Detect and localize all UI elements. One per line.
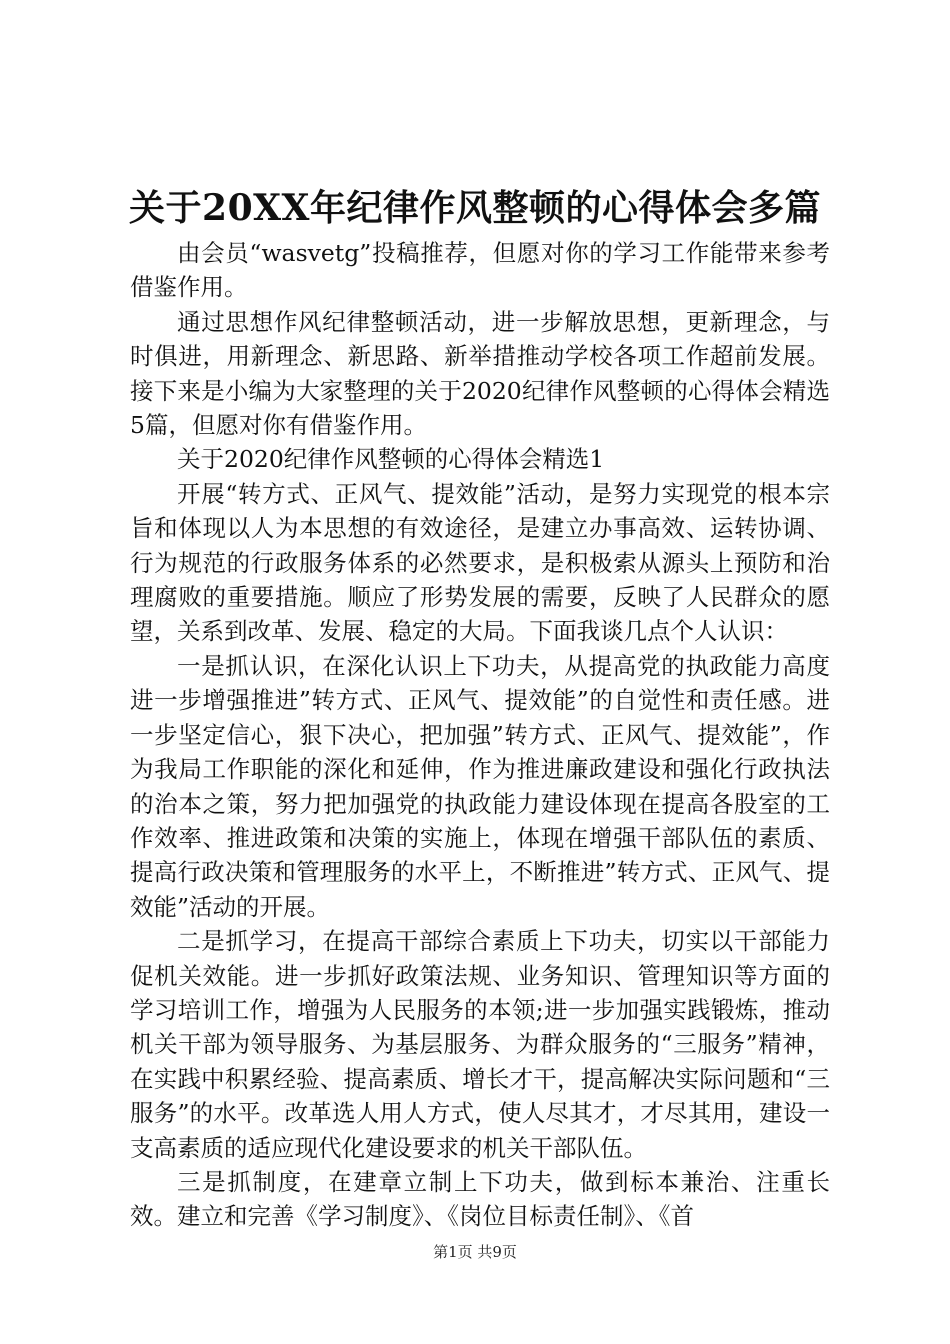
body-paragraph: 二是抓学习，在提高干部综合素质上下功夫，切实以干部能力促机关效能。进一步抓好政策法规、业务知识、管理知识等方面的学习培训工作，增强为人民服务的本领;进一步加强实践锻炼，推动机关干部为领导服务、为基层服务、为群众服务的“三服务”精神，在实践中积累经验、提高素质、增长才干，提高解决实际问题和“三服务”的水平。改革选人用人方式，使人尽其才，才尽其用，建设一支高素质的适应现代化建设要求的机关干部队伍。 — [130, 927, 830, 1162]
summary-paragraph: 通过思想作风纪律整顿活动，进一步解放思想，更新理念，与时俱进，用新理念、新思路、新举措推动学校各项工作超前发展。接下来是小编为大家整理的关于2020纪律作风整顿的心得体会精选5篇，但愿对你有借鉴作用。 — [130, 307, 830, 440]
body-paragraph: 开展“转方式、正风气、提效能”活动，是努力实现党的根本宗旨和体现以人为本思想的有效途径，是建立办事高效、运转协调、行为规范的行政服务体系的必然要求，是积极索从源头上预防和治理腐败的重要措施。顺应了形势发展的需要，反映了人民群众的愿望，关系到改革、发展、稳定的大局。下面我谈几点个人认识： — [130, 479, 830, 646]
body-paragraph: 一是抓认识，在深化认识上下功夫，从提高党的执政能力高度进一步增强推进”转方式、正风气、提效能”的自觉性和责任感。进一步坚定信心，狠下决心，把加强”转方式、正风气、提效能”，作为我局工作职能的深化和延伸，作为推进廉政建设和强化行政执法的治本之策，努力把加强党的执政能力建设体现在提高各股室的工作效率、推进政策和决策的实施上，体现在增强干部队伍的素质、提高行政决策和管理服务的水平上，不断推进”转方式、正风气、提效能”活动的开展。 — [130, 651, 830, 921]
page-number-footer: 第1页 共9页 — [433, 1243, 517, 1261]
document-body — [130, 236, 830, 1234]
document-title: 关于20XX年纪律作风整顿的心得体会多篇 — [129, 187, 821, 229]
section-heading: 关于2020纪律作风整顿的心得体会精选1 — [177, 445, 605, 474]
intro-paragraph: 由会员“wasvetg”投稿推荐，但愿对你的学习工作能带来参考借鉴作用。 — [130, 239, 830, 302]
body-paragraph: 三是抓制度，在建章立制上下功夫，做到标本兼治、注重长效。建立和完善《学习制度》、《岗位目标责任制》、《首 — [130, 1167, 830, 1231]
